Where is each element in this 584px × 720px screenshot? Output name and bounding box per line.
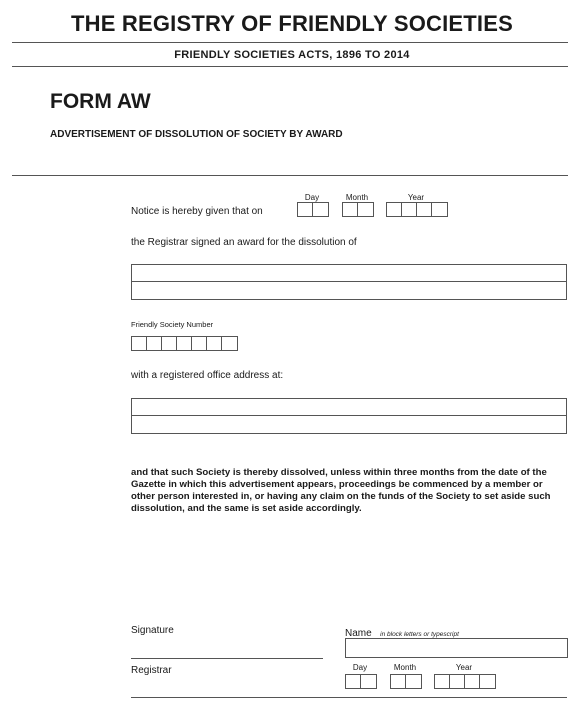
address-line-2[interactable]	[132, 416, 566, 433]
acts-subtitle: FRIENDLY SOCIETIES ACTS, 1896 TO 2014	[174, 49, 410, 61]
signature-line[interactable]	[131, 641, 323, 659]
form-code: FORM AW	[50, 90, 151, 113]
sign-day-boxes[interactable]	[345, 674, 377, 689]
address-label: with a registered office address at:	[131, 370, 284, 381]
notice-day-boxes[interactable]	[297, 202, 329, 217]
notice-year-label: Year	[407, 193, 425, 202]
notice-day-label: Day	[304, 193, 320, 202]
sign-day-label: Day	[352, 663, 368, 672]
address-line-1[interactable]	[132, 399, 566, 416]
address-field[interactable]	[131, 398, 567, 434]
registry-title: THE REGISTRY OF FRIENDLY SOCIETIES	[71, 11, 513, 36]
form-description: ADVERTISEMENT OF DISSOLUTION OF SOCIETY BY AWARD	[50, 129, 343, 140]
registrar-label: Registrar	[131, 665, 172, 676]
society-number-boxes[interactable]	[131, 336, 238, 351]
award-line: the Registrar signed an award for the dissolution of	[131, 237, 357, 248]
society-name-line-2[interactable]	[132, 282, 566, 299]
sign-year-boxes[interactable]	[434, 674, 496, 689]
dissolution-paragraph: and that such Society is thereby dissolved, unless within three months from the date of the Gazette in which this advertisement appears, proceedings be commenced by a member or other person interested in, or having any claim on the funds of the Society to set aside such dissolution, and the same is set aside accordingly.	[131, 467, 551, 514]
section-divider	[12, 175, 568, 176]
signature-label: Signature	[131, 625, 174, 636]
name-hint: in block letters or typescript	[380, 631, 459, 638]
notice-month-boxes[interactable]	[342, 202, 374, 217]
header-rule-bottom	[12, 66, 568, 67]
notice-intro: Notice is hereby given that on	[131, 206, 263, 217]
society-name-line-1[interactable]	[132, 265, 566, 282]
notice-month-label: Month	[345, 193, 369, 202]
sign-month-label: Month	[393, 663, 417, 672]
name-field[interactable]	[345, 638, 568, 658]
sign-month-boxes[interactable]	[390, 674, 422, 689]
society-name-field[interactable]	[131, 264, 567, 300]
society-number-label: Friendly Society Number	[131, 320, 214, 329]
sign-year-label: Year	[455, 663, 473, 672]
footer-rule	[131, 697, 567, 698]
header-rule-top	[12, 42, 568, 43]
notice-year-boxes[interactable]	[386, 202, 448, 217]
name-label: Name	[345, 628, 372, 639]
